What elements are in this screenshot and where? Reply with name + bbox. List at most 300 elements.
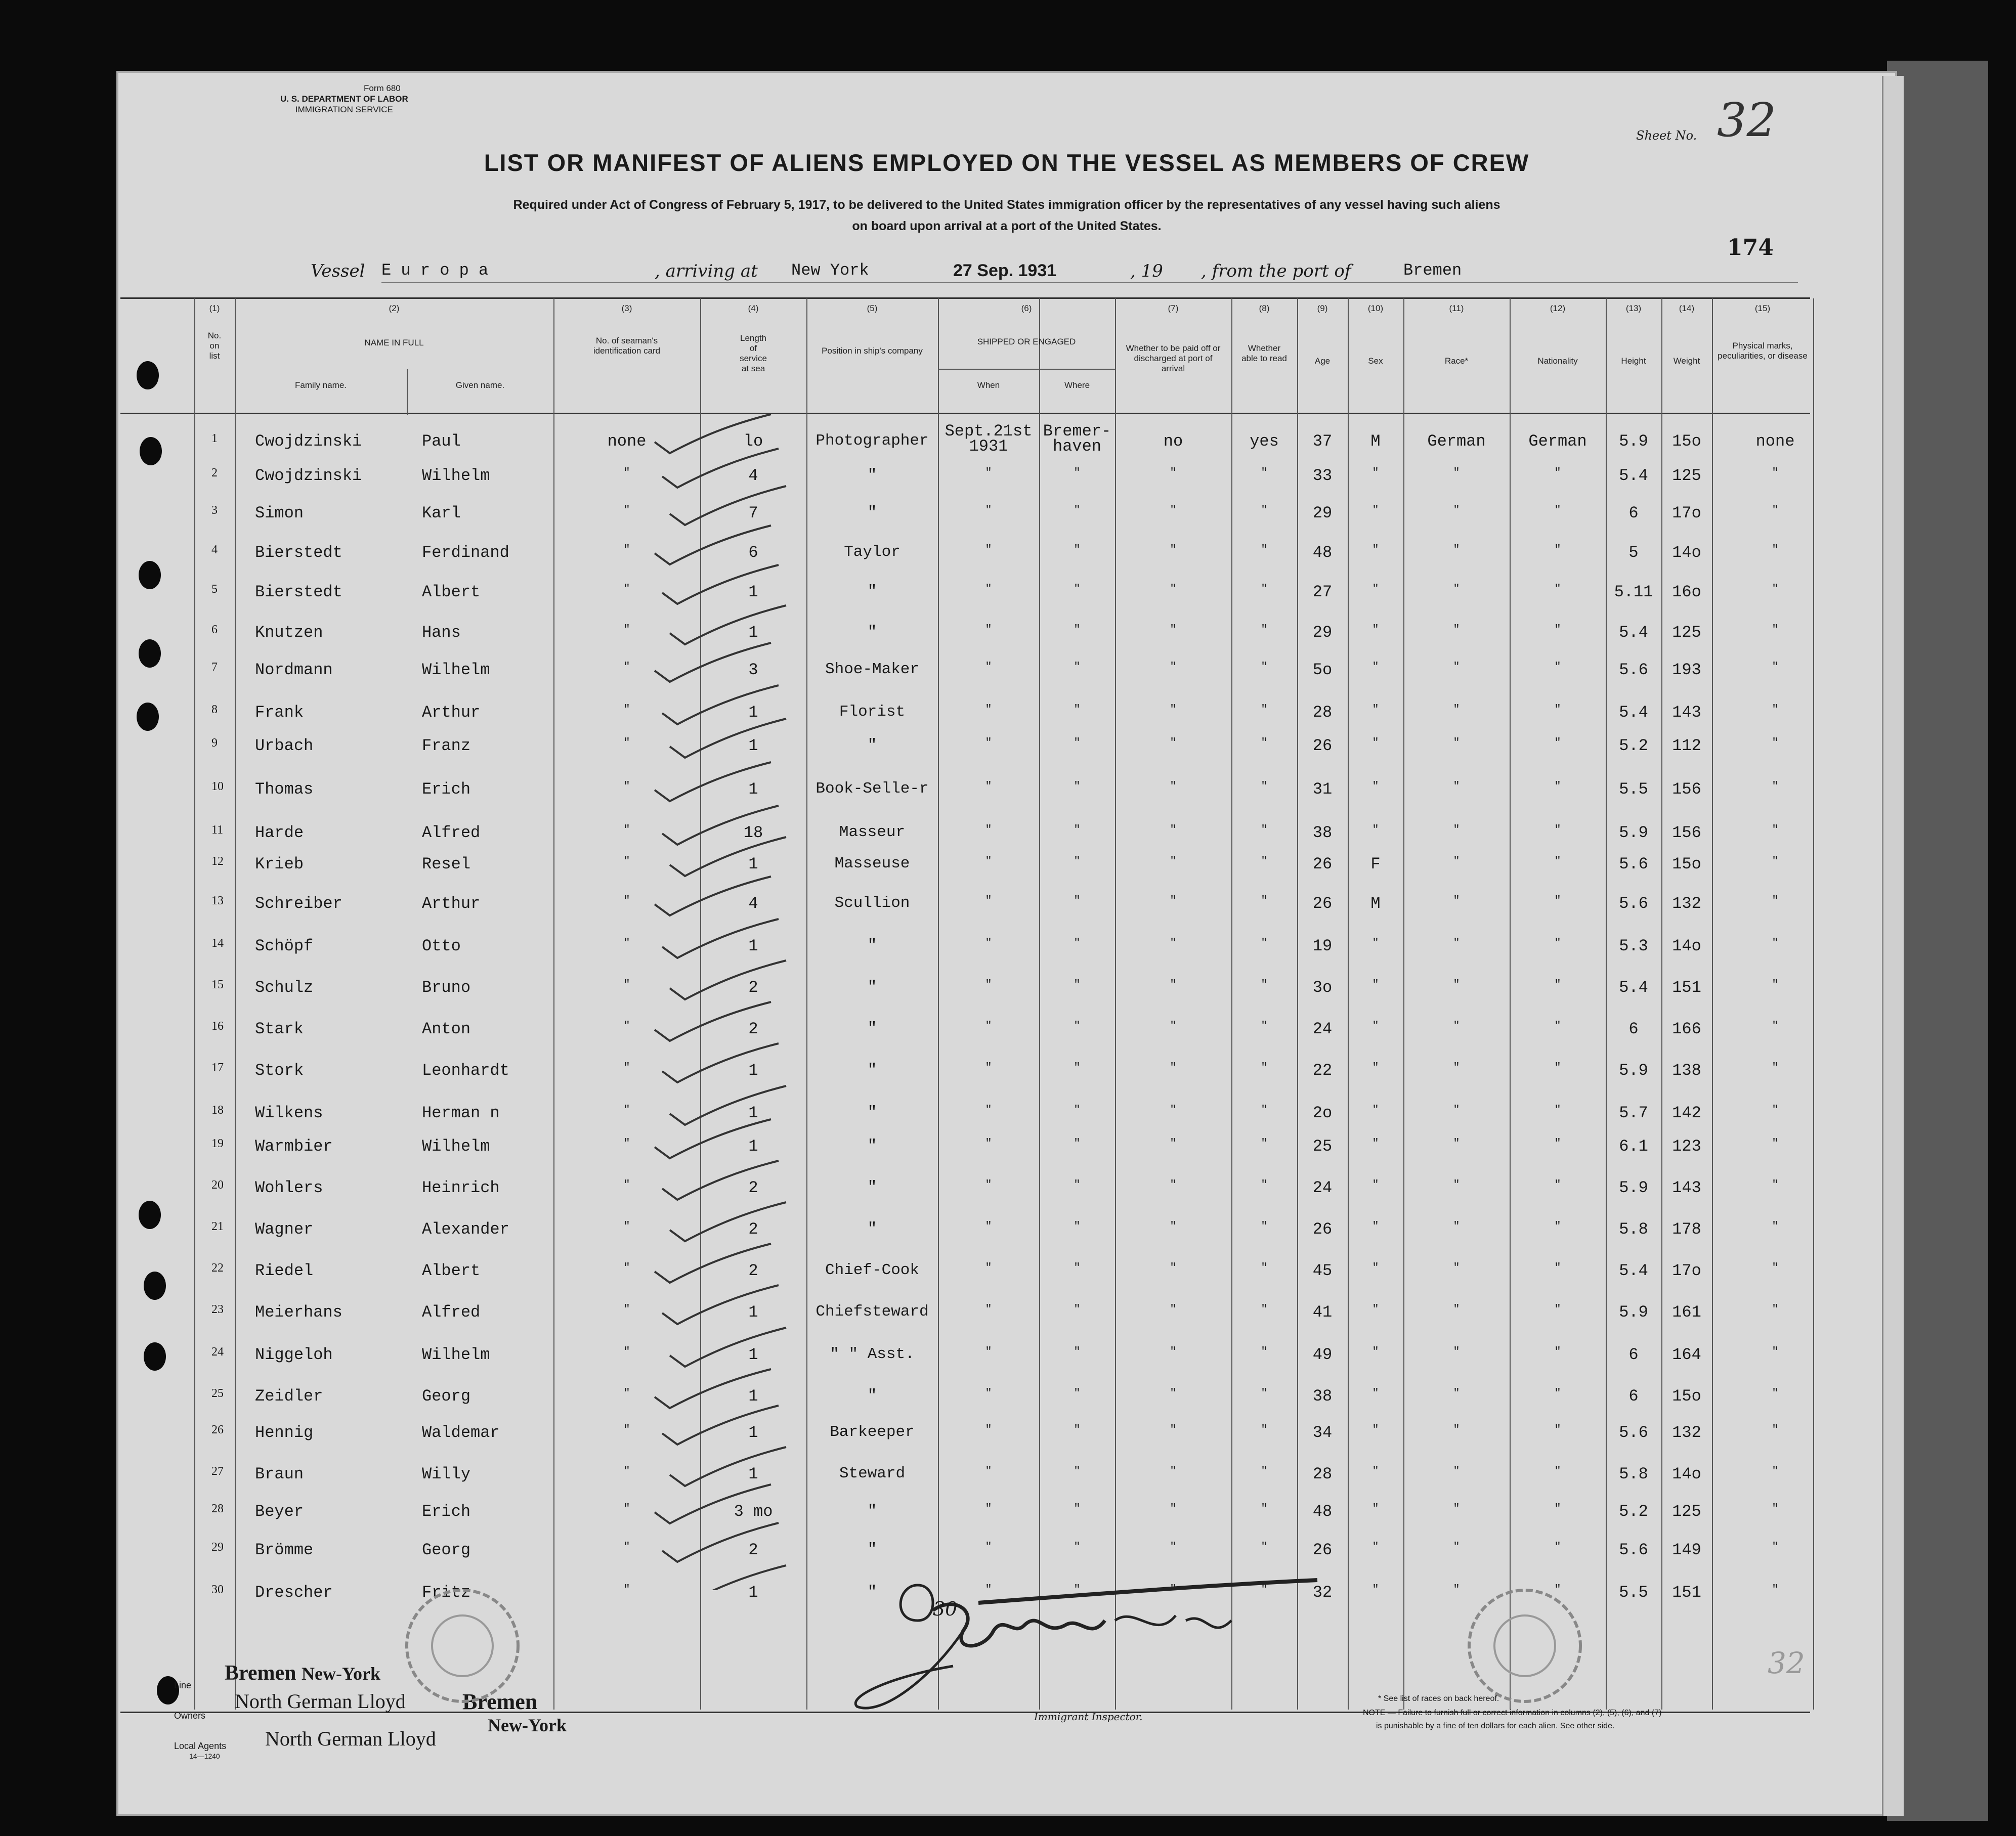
table-row [118,1020,1838,1060]
cell-where: " [1074,1345,1081,1358]
cell-no: 27 [211,1465,224,1478]
owners-label: Owners [174,1711,206,1721]
cell-marks: " [1772,1465,1779,1477]
check-mark [670,1565,786,1590]
cell-no: 14 [211,937,224,950]
cell-position: " " Asst. [830,1345,915,1363]
cell-height: 5.3 [1619,937,1648,955]
cell-sex: " [1372,780,1379,793]
cell-marks: " [1772,1061,1779,1074]
cell-paid: no [1163,432,1183,451]
cell-weight: 143 [1672,703,1701,722]
cell-card: " [623,1104,630,1116]
cell-height: 5.8 [1619,1465,1648,1483]
cell-family: Cwojdzinski [255,466,362,485]
cell-race: " [1453,543,1460,556]
cell-age: 48 [1312,543,1333,562]
column-number: (2) [389,303,400,313]
cell-card: " [623,978,630,991]
cell-length: 1 [748,937,758,955]
cell-sex: " [1372,1345,1379,1358]
cell-marks: " [1772,1303,1779,1316]
cell-no: 25 [211,1387,224,1400]
cell-marks: " [1772,937,1779,949]
cell-age: 38 [1312,1387,1333,1406]
cell-card: " [623,1061,630,1074]
cell-race: " [1453,1178,1460,1191]
cell-age: 34 [1312,1423,1333,1442]
table-row [118,855,1838,895]
cell-position: " [867,736,877,754]
cell-position: " [867,978,877,996]
cell-age: 25 [1312,1137,1333,1156]
cell-length: 1 [748,780,758,799]
check-mark [670,605,786,644]
cell-position: Florist [839,703,906,721]
cell-sex: " [1372,937,1379,949]
cell-paid: " [1170,1583,1177,1596]
cell-given: Heinrich [422,1178,500,1197]
stamp-ngl-2: North German Lloyd [265,1727,436,1750]
cell-when: " [985,466,992,479]
cell-where: " [1074,1104,1081,1116]
cell-when: " [985,1502,992,1515]
cell-given: Anton [422,1020,471,1038]
cell-height: 5.6 [1619,1541,1648,1559]
cell-card: " [623,855,630,867]
cell-age: 3o [1312,978,1333,997]
cell-family: Schreiber [255,894,342,913]
cell-when: " [985,1178,992,1191]
cell-paid: " [1170,780,1177,793]
cell-marks: " [1772,1423,1779,1436]
cell-height: 5.11 [1614,583,1653,601]
column-number: (9) [1317,303,1328,313]
cell-position: " [867,1178,877,1196]
header-seaman-id: No. of seaman's identification card [593,336,661,356]
cell-weight: 149 [1672,1541,1701,1559]
cell-height: 6 [1628,504,1639,522]
table-row [118,623,1838,664]
cell-length: 1 [748,1345,758,1364]
cell-position: Chief-Cook [825,1261,920,1279]
cell-sex: M [1370,894,1381,913]
table-row [118,543,1838,584]
cell-weight: 138 [1672,1061,1701,1080]
stamp-bremen-1-dest: New-York [302,1664,381,1684]
cell-weight: 143 [1672,1178,1701,1197]
cell-given: Karl [422,504,461,522]
cell-length: 1 [748,1061,758,1080]
cell-position: Scullion [834,894,910,912]
cell-weight: 125 [1672,1502,1701,1521]
cell-no: 28 [211,1502,224,1515]
cell-marks: " [1772,703,1779,716]
cell-age: 28 [1312,703,1333,722]
cell-age: 38 [1312,823,1333,842]
header-position: Position in ship's company [822,346,923,356]
cell-position: Book-Selle-r [816,780,929,798]
cell-weight: 15o [1672,1387,1701,1406]
cell-weight: 125 [1672,623,1701,642]
cell-length: 3 mo [734,1502,773,1521]
cell-where: " [1074,937,1081,949]
check-mark [655,1119,771,1158]
cell-weight: 156 [1672,780,1701,799]
cell-where: " [1074,1303,1081,1316]
table-row [118,780,1838,820]
cell-paid: " [1170,1387,1177,1400]
stamp-bremen-2-city: Bremen [462,1689,538,1714]
header-given-name: Given name. [455,380,505,390]
cell-read: " [1261,1061,1268,1074]
cell-length: lo [743,432,763,451]
cell-position: " [867,1137,877,1155]
form-header [280,83,408,115]
cell-race: " [1453,780,1460,793]
cell-sex: " [1372,543,1379,556]
cell-given: Bruno [422,978,471,997]
cell-length: 4 [748,894,758,913]
cell-race: " [1453,1502,1460,1515]
cell-paid: " [1170,855,1177,867]
cell-given: Fritz [422,1583,471,1602]
check-mark [670,719,786,758]
cell-family: Nordmann [255,661,333,679]
cell-given: Alfred [422,1303,481,1322]
cell-family: Zeidler [255,1387,323,1406]
cell-height: 5.2 [1619,1502,1648,1521]
cell-height: 5.5 [1619,780,1648,799]
corner-mark: 32 [1768,1646,1805,1680]
table-row [118,1178,1838,1219]
cell-read: " [1261,703,1268,716]
cell-family: Frank [255,703,304,722]
table-row [118,1502,1838,1543]
cell-card: " [623,1423,630,1436]
cell-height: 6 [1628,1345,1639,1364]
cell-age: 28 [1312,1465,1333,1483]
cell-sex: " [1372,1137,1379,1150]
cell-race: " [1453,855,1460,867]
cell-given: Willy [422,1465,471,1483]
cell-family: Stork [255,1061,304,1080]
manifest-sheet [116,71,1897,1816]
cell-age: 24 [1312,1178,1333,1197]
cell-race: " [1453,1465,1460,1477]
cell-position: Photographer [816,432,929,450]
table-row [118,1061,1838,1102]
cell-read: " [1261,855,1268,867]
cell-position: " [867,1502,877,1520]
cell-family: Thomas [255,780,314,799]
page-title: LIST OR MANIFEST OF ALIENS EMPLOYED ON THE VESSEL AS MEMBERS OF CREW [484,149,1530,176]
cell-paid: " [1170,823,1177,836]
cell-no: 20 [211,1178,224,1192]
cell-age: 27 [1312,583,1333,601]
cell-age: 29 [1312,504,1333,522]
cell-read: " [1261,1423,1268,1436]
cell-read: " [1261,1541,1268,1553]
cell-race: " [1453,1345,1460,1358]
cell-weight: 125 [1672,466,1701,485]
cell-age: 37 [1312,432,1333,451]
cell-marks: " [1772,1502,1779,1515]
cell-where: " [1074,703,1081,716]
cell-where: " [1074,978,1081,991]
subtitle-line-2: on board upon arrival at a port of the United States. [852,219,1162,233]
cell-family: Wagner [255,1220,314,1239]
cell-weight: 151 [1672,978,1701,997]
cell-read: " [1261,1465,1268,1477]
cell-nat: " [1554,1583,1561,1596]
cell-paid: " [1170,1178,1177,1191]
cell-no: 5 [211,583,218,596]
cell-marks: " [1772,1261,1779,1274]
cell-height: 5.6 [1619,661,1648,679]
cell-when: Sept.21st 1931 [945,422,1033,456]
cell-length: 2 [748,1178,758,1197]
cell-nat: " [1554,780,1561,793]
cell-card: " [623,1541,630,1553]
cell-card: " [623,894,630,907]
cell-family: Riedel [255,1261,314,1280]
cell-position: " [867,1061,877,1079]
cell-marks: " [1772,736,1779,749]
cell-family: Bierstedt [255,583,342,601]
table-row [118,1137,1838,1177]
cell-read: " [1261,894,1268,907]
cell-nat: " [1554,543,1561,556]
cell-paid: " [1170,1137,1177,1150]
sheet-no-value: 32 [1717,93,1777,147]
cell-paid: " [1170,978,1177,991]
cell-paid: " [1170,1541,1177,1553]
cell-no: 21 [211,1220,224,1233]
check-mark [655,414,771,453]
header-sex: Sex [1368,356,1383,366]
cell-read: " [1261,736,1268,749]
page-subtitle [118,194,1895,237]
cell-sex: " [1372,978,1379,991]
arriving-port: New York [791,261,869,280]
cell-read: " [1261,504,1268,516]
cell-height: 5.9 [1619,1178,1648,1197]
cell-race: " [1453,894,1460,907]
header-able-read: Whether able to read [1241,343,1287,363]
column-number: (8) [1259,303,1270,313]
cell-read: " [1261,1502,1268,1515]
check-mark [662,565,779,604]
cell-position: Masseur [839,823,906,841]
header-shipped-engaged: SHIPPED OR ENGAGED [977,337,1076,346]
table-row [118,1303,1838,1343]
cell-race: " [1453,1261,1460,1274]
cell-race: German [1427,432,1486,451]
header-nationality: Nationality [1537,356,1578,366]
cell-where: " [1074,1541,1081,1553]
cell-where: Bremer- haven [1043,422,1111,456]
cell-given: Erich [422,780,471,799]
cell-given: Hans [422,623,461,642]
cell-marks: " [1772,1387,1779,1400]
cell-marks: " [1772,855,1779,867]
cell-race: " [1453,703,1460,716]
cell-no: 13 [211,894,224,907]
cell-race: " [1453,978,1460,991]
cell-family: Brömme [255,1541,314,1559]
service-label: IMMIGRATION SERVICE [295,105,393,114]
cell-read: " [1261,1137,1268,1150]
cell-given: Wilhelm [422,1137,490,1156]
column-number: (15) [1754,303,1771,313]
cell-where: " [1074,1583,1081,1596]
cell-height: 5 [1628,543,1639,562]
check-mark [662,685,779,724]
cell-race: " [1453,661,1460,673]
line-label: Line [174,1680,192,1690]
cell-sex: " [1372,1423,1379,1436]
cell-marks: " [1772,780,1779,793]
cell-when: " [985,1220,992,1233]
cell-given: Alexander [422,1220,509,1239]
cell-no: 23 [211,1303,224,1316]
cell-where: " [1074,823,1081,836]
cell-when: " [985,661,992,673]
cell-card: " [623,1220,630,1233]
cell-sex: " [1372,661,1379,673]
cell-race: " [1453,1104,1460,1116]
cell-length: 1 [748,583,758,601]
cell-read: " [1261,1104,1268,1116]
cell-paid: " [1170,1303,1177,1316]
cell-race: " [1453,823,1460,836]
cell-age: 48 [1312,1502,1333,1521]
cell-marks: " [1772,1178,1779,1191]
cell-given: Franz [422,736,471,755]
cell-weight: 193 [1672,661,1701,679]
cell-given: Herman n [422,1104,500,1122]
cell-age: 19 [1312,937,1333,955]
cell-age: 24 [1312,1020,1333,1038]
cell-family: Beyer [255,1502,304,1521]
table-row [118,1465,1838,1505]
cell-given: Georg [422,1541,471,1559]
cell-age: 31 [1312,780,1333,799]
cell-sex: " [1372,823,1379,836]
cell-where: " [1074,1387,1081,1400]
cell-card: " [623,1583,630,1596]
cell-paid: " [1170,1020,1177,1032]
cell-where: " [1074,543,1081,556]
cell-sex: " [1372,1020,1379,1032]
column-number: (12) [1550,303,1566,313]
check-marks [523,73,978,1590]
cell-race: " [1453,583,1460,595]
cell-weight: 15o [1672,432,1701,451]
footer-note-line-1: NOTE — Failure to furnish full or correct information in columns (2), (5), (6), and (7) [1363,1709,1662,1717]
cell-race: " [1453,623,1460,636]
check-mark [670,1202,786,1241]
check-mark [655,526,771,564]
header-weight: Weight [1673,356,1700,366]
cell-paid: " [1170,1104,1177,1116]
cell-sex: " [1372,1387,1379,1400]
check-mark [662,1406,779,1445]
inspector-label: Immigrant Inspector. [1034,1711,1143,1723]
column-number: (7) [1168,303,1179,313]
cell-where: " [1074,855,1081,867]
cell-age: 2o [1312,1104,1333,1122]
cell-nat: " [1554,1541,1561,1553]
table-row [118,504,1838,544]
cell-paid: " [1170,1061,1177,1074]
cell-given: Erich [422,1502,471,1521]
cell-where: " [1074,780,1081,793]
cell-position: Chiefsteward [816,1303,929,1321]
cell-card: none [607,432,647,451]
stamp-bremen-1 [225,1661,380,1685]
from-port-label: , from the port of [1201,261,1351,281]
cell-when: " [985,823,992,836]
check-mark [662,1043,779,1082]
cell-when: " [985,1465,992,1477]
cell-marks: " [1772,1345,1779,1358]
arriving-label: , arriving at [655,261,758,281]
cell-marks: " [1772,623,1779,636]
cell-age: 45 [1312,1261,1333,1280]
cell-height: 5.9 [1619,823,1648,842]
cell-height: 6.1 [1619,1137,1648,1156]
cell-height: 5.7 [1619,1104,1648,1122]
race-note: * See list of races on back hereof. [1378,1694,1499,1703]
cell-paid: " [1170,623,1177,636]
cell-when: " [985,1541,992,1553]
cell-position: " [867,466,877,484]
cell-family: Schulz [255,978,314,997]
cell-given: Arthur [422,894,481,913]
check-mark [670,837,786,876]
cell-read: " [1261,823,1268,836]
cell-when: " [985,736,992,749]
cell-height: 6 [1628,1020,1639,1038]
column-number: (13) [1625,303,1642,313]
column-number: (6) [1021,303,1032,313]
cell-paid: " [1170,1345,1177,1358]
cell-marks: " [1772,543,1779,556]
cell-given: Leonhardt [422,1061,509,1080]
cell-length: 1 [748,623,758,642]
cell-read: " [1261,583,1268,595]
cell-card: " [623,823,630,836]
cell-sex: " [1372,466,1379,479]
cell-nat: " [1554,1465,1561,1477]
cell-when: " [985,780,992,793]
cell-when: " [985,937,992,949]
cell-nat: " [1554,1178,1561,1191]
cell-position: " [867,1541,877,1558]
cell-where: " [1074,736,1081,749]
cell-given: Resel [422,855,471,873]
check-mark [670,486,786,525]
cell-read: " [1261,466,1268,479]
cell-given: Alfred [422,823,481,842]
cell-age: 41 [1312,1303,1333,1322]
cell-when: " [985,504,992,516]
cell-length: 1 [748,1137,758,1156]
cell-race: " [1453,1137,1460,1150]
cell-nat: " [1554,1261,1561,1274]
